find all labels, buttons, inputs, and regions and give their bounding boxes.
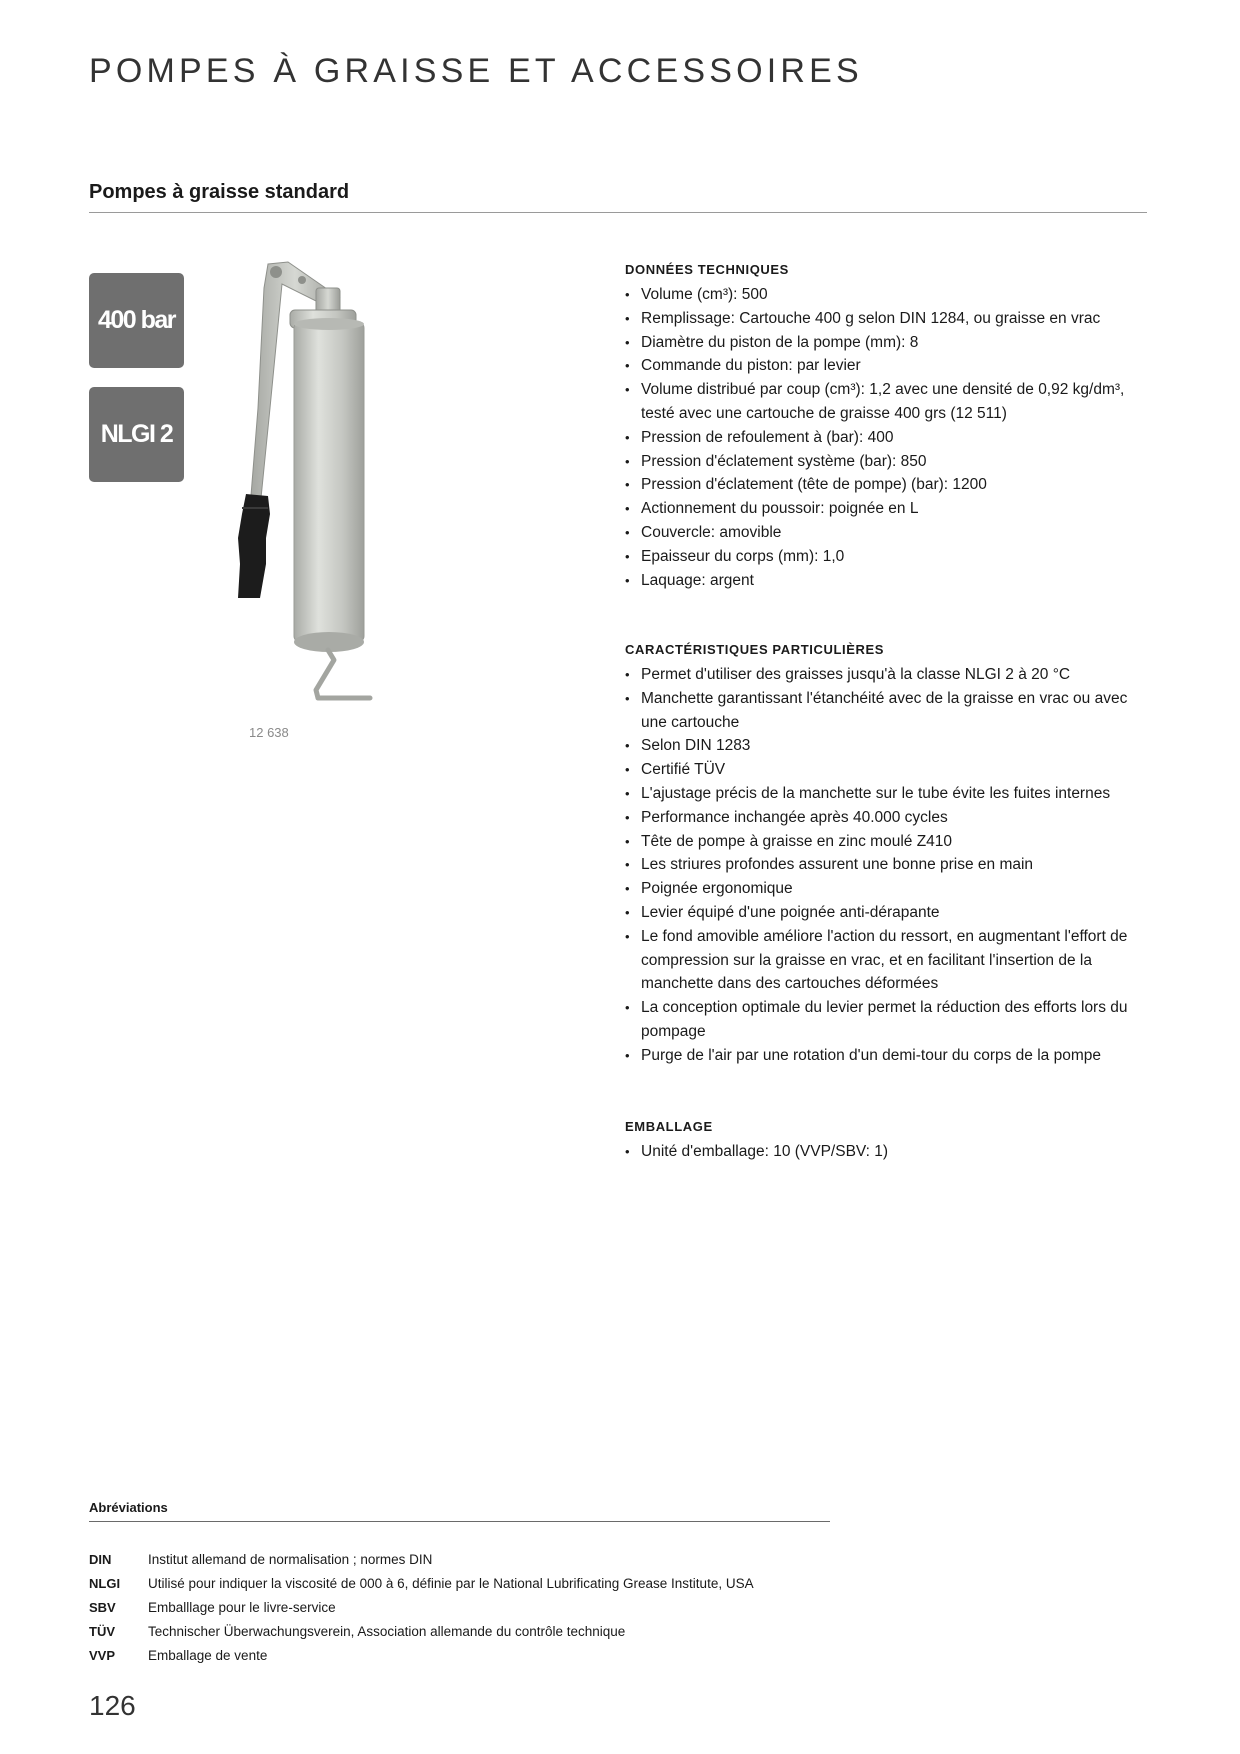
- abbreviation-key: TÜV: [89, 1623, 115, 1639]
- features-list: [625, 663, 1150, 1068]
- page-title: POMPES À GRAISSE ET ACCESSOIRES: [89, 52, 863, 90]
- packaging-list: [625, 1140, 1150, 1164]
- abbreviation-definition: Emballage de vente: [148, 1647, 268, 1663]
- list-item: • Manchette garantissant l'étanchéité avec de la graisse en vrac ou avec une cartouche: [625, 687, 1150, 735]
- page-number: 126: [89, 1690, 136, 1721]
- abbreviations-title: Abréviations: [89, 1500, 168, 1515]
- list-item: • Levier équipé d'une poignée anti-dérapante: [625, 901, 1150, 925]
- list-item: • Remplissage: Cartouche 400 g selon DIN 1284, ou graisse en vrac: [625, 307, 1150, 331]
- list-item: • La conception optimale du levier permet la réduction des efforts lors du pompage: [625, 996, 1150, 1044]
- list-item: • Laquage: argent: [625, 569, 1150, 593]
- abbreviation-row: [89, 1643, 849, 1667]
- list-item: • Commande du piston: par levier: [625, 354, 1150, 378]
- list-item: • Pression d'éclatement (tête de pompe) (bar): 1200: [625, 473, 1150, 497]
- abbreviation-definition: Technischer Überwachungsverein, Association allemande du contrôle technique: [148, 1623, 626, 1639]
- list-item: • Couvercle: amovible: [625, 521, 1150, 545]
- packaging-block: [625, 1118, 1150, 1164]
- technical-data-list: [625, 283, 1150, 592]
- technical-data-heading: DONNÉES TECHNIQUES: [625, 262, 789, 277]
- pressure-badge: 400 bar: [89, 273, 184, 368]
- abbreviation-row: [89, 1595, 849, 1619]
- features-block: [625, 641, 1150, 1068]
- list-item: • Actionnement du poussoir: poignée en L: [625, 497, 1150, 521]
- nlgi-badge: NLGI 2: [89, 387, 184, 482]
- abbreviation-key: DIN: [89, 1551, 112, 1567]
- abbreviation-key: NLGI: [89, 1575, 121, 1591]
- abbreviation-row: [89, 1547, 849, 1571]
- list-item: • Les striures profondes assurent une bonne prise en main: [625, 853, 1150, 877]
- abbreviation-definition: Utilisé pour indiquer la viscosité de 000 à 6, définie par le National Lubrificating Grease Institute, USA: [148, 1575, 754, 1591]
- list-item: • Volume (cm³): 500: [625, 283, 1150, 307]
- abbreviation-row: [89, 1571, 849, 1595]
- section-divider: [89, 212, 1147, 213]
- list-item: • Epaisseur du corps (mm): 1,0: [625, 545, 1150, 569]
- article-number: 12 638: [249, 725, 289, 740]
- grease-gun-image: [230, 258, 410, 718]
- list-item: • L'ajustage précis de la manchette sur le tube évite les fuites internes: [625, 782, 1150, 806]
- abbreviation-key: VVP: [89, 1647, 116, 1663]
- abbreviation-row: [89, 1619, 849, 1643]
- list-item: • Pression de refoulement à (bar): 400: [625, 426, 1150, 450]
- list-item: • Purge de l'air par une rotation d'un demi-tour du corps de la pompe: [625, 1044, 1150, 1068]
- list-item: • Unité d'emballage: 10 (VVP/SBV: 1): [625, 1140, 1150, 1164]
- section-title: Pompes à graisse standard: [89, 181, 350, 203]
- list-item: • Le fond amovible améliore l'action du ressort, en augmentant l'effort de compression sur la graisse en vrac, et en facilitant l'insertion de la manchette dans des cartouches déformées: [625, 925, 1150, 996]
- list-item: • Permet d'utiliser des graisses jusqu'à la classe NLGI 2 à 20 °C: [625, 663, 1150, 687]
- list-item: • Tête de pompe à graisse en zinc moulé Z410: [625, 830, 1150, 854]
- abbreviation-definition: Institut allemand de normalisation ; normes DIN: [148, 1551, 433, 1567]
- abbreviations-table: [89, 1547, 849, 1667]
- abbreviation-key: SBV: [89, 1599, 116, 1615]
- list-item: • Selon DIN 1283: [625, 734, 1150, 758]
- list-item: • Certifié TÜV: [625, 758, 1150, 782]
- abbreviations-divider: [89, 1521, 830, 1522]
- list-item: • Poignée ergonomique: [625, 877, 1150, 901]
- list-item: • Diamètre du piston de la pompe (mm): 8: [625, 331, 1150, 355]
- packaging-heading: EMBALLAGE: [625, 1119, 713, 1134]
- abbreviation-definition: Emballlage pour le livre-service: [148, 1599, 336, 1615]
- technical-data-block: [625, 261, 1150, 592]
- list-item: • Pression d'éclatement système (bar): 850: [625, 450, 1150, 474]
- features-heading: CARACTÉRISTIQUES PARTICULIÈRES: [625, 642, 884, 657]
- list-item: • Volume distribué par coup (cm³): 1,2 avec une densité de 0,92 kg/dm³, testé avec une cartouche de graisse 400 grs (12 511): [625, 378, 1150, 426]
- list-item: • Performance inchangée après 40.000 cycles: [625, 806, 1150, 830]
